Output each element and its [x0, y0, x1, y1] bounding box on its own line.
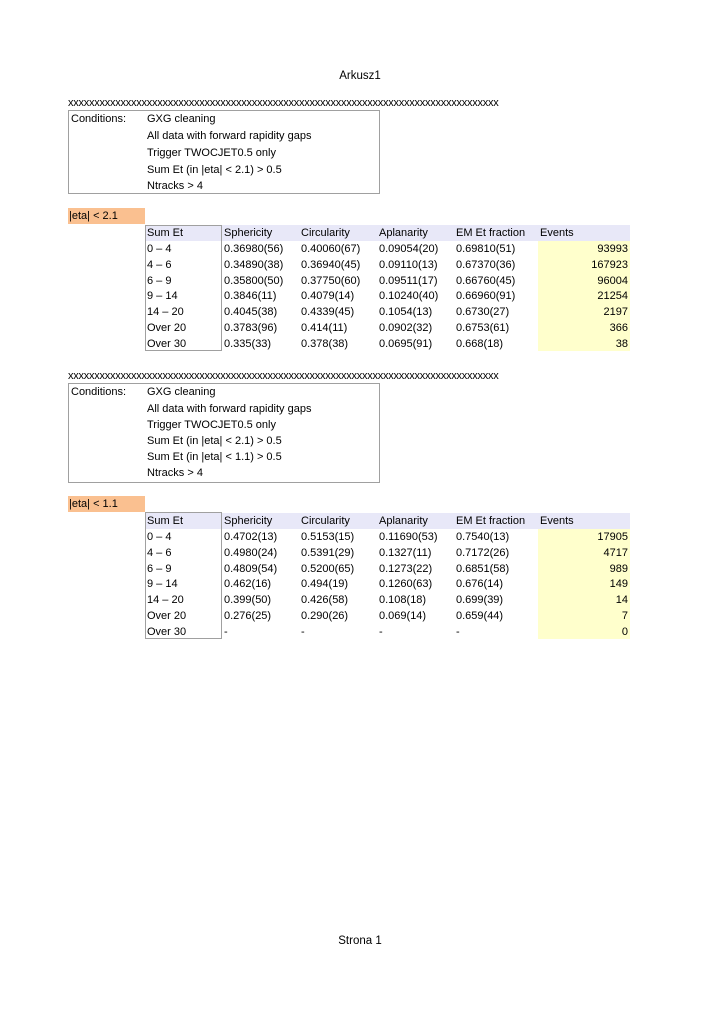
table-cell: 0.09511(17) [379, 274, 438, 287]
page-header: Arkusz1 [339, 70, 381, 82]
table-cell: 0.6730(27) [456, 306, 510, 319]
table-cell: 0.5153(15) [301, 531, 355, 543]
table-cell: 0.335(33) [224, 337, 272, 350]
table-cell: 0.3846(11) [224, 290, 277, 303]
table-cell: - [301, 625, 305, 638]
column-header: Circularity [301, 515, 350, 527]
events-cell: 149 [609, 578, 628, 591]
table-cell: 0.66960(91) [456, 290, 516, 303]
table-cell: 0.1327(11) [379, 546, 432, 559]
events-cell: 989 [609, 562, 628, 575]
condition-line: Trigger TWOCJET0.5 only [147, 147, 276, 159]
table-cell: 0.659(44) [456, 610, 504, 622]
table-cell: 0.069(14) [379, 610, 427, 622]
eta-label-1: |eta| < 2.1 [68, 208, 145, 224]
page-footer: Strona 1 [338, 935, 382, 947]
table-cell: 0.4809(54) [224, 562, 278, 575]
table-cell: 0.1054(13) [379, 306, 433, 319]
condition-line: Trigger TWOCJET0.5 only [147, 419, 276, 431]
column-header: Aplanarity [379, 515, 428, 527]
events-cell: 21254 [597, 290, 628, 303]
table-cell: 0.34890(38) [224, 258, 284, 271]
events-cell: 4717 [603, 546, 628, 559]
events-cell: 167923 [591, 258, 628, 271]
column-header: EM Et fraction [456, 515, 526, 527]
conditions-box-2 [68, 383, 380, 483]
table-cell: 0.11690(53) [379, 531, 438, 543]
table-cell: 0.3783(96) [224, 322, 278, 334]
table-cell: 0.4980(24) [224, 546, 278, 559]
condition-line: Ntracks > 4 [147, 180, 203, 192]
separator-line-2: xxxxxxxxxxxxxxxxxxxxxxxxxxxxxxxxxxxxxxxxxxxxxxxxxxxxxxxxxxxxxxxxxxxxxxxxxxxxxxxxxx [68, 370, 499, 382]
events-cell: 0 [621, 625, 628, 638]
table-cell: 14 – 20 [147, 306, 184, 319]
table-cell: 6 – 9 [147, 562, 172, 575]
eta-label-2: |eta| < 1.1 [68, 496, 145, 512]
events-cell: 14 [615, 594, 628, 607]
table-cell: 0.378(38) [301, 337, 349, 350]
table-cell: Over 20 [147, 610, 187, 622]
table-cell: 0.66760(45) [456, 274, 516, 287]
table-cell: Over 30 [147, 625, 187, 638]
table-cell: 0.4702(13) [224, 531, 278, 543]
table-cell: 0.4045(38) [224, 306, 278, 319]
table-cell: 0.1260(63) [379, 578, 433, 591]
events-cell: 96004 [597, 274, 628, 287]
column-header: Sum Et [147, 227, 184, 239]
table-cell: 0.462(16) [224, 578, 272, 591]
condition-line: Ntracks > 4 [147, 467, 203, 479]
table-cell: 0.0695(91) [379, 337, 433, 350]
table-cell: Over 20 [147, 322, 187, 334]
table-cell: 0.7172(26) [456, 546, 510, 559]
table-cell: 0.09110(13) [379, 258, 438, 271]
table-cell: 0.6851(58) [456, 562, 510, 575]
table-cell: 0 – 4 [147, 243, 172, 255]
table-cell: Over 30 [147, 337, 187, 350]
condition-line: Sum Et (in |eta| < 2.1) > 0.5 [147, 435, 282, 447]
condition-line: All data with forward rapidity gaps [147, 130, 312, 142]
table-cell: 0.399(50) [224, 594, 272, 607]
table-cell: 6 – 9 [147, 274, 172, 287]
table-cell: 9 – 14 [147, 290, 178, 303]
table-cell: 0.09054(20) [379, 243, 439, 255]
table-cell: 0.35800(50) [224, 274, 284, 287]
column-header: Aplanarity [379, 227, 428, 239]
table-cell: 0.5200(65) [301, 562, 355, 575]
condition-line: Sum Et (in |eta| < 2.1) > 0.5 [147, 164, 282, 176]
table-cell: 0.426(58) [301, 594, 349, 607]
table-cell: 0 – 4 [147, 531, 172, 543]
events-cell: 7 [621, 610, 628, 622]
table-cell: 0.676(14) [456, 578, 504, 591]
table-cell: 9 – 14 [147, 578, 178, 591]
conditions-box-1 [68, 110, 380, 194]
table-cell: 0.276(25) [224, 610, 272, 622]
table-cell: 0.1273(22) [379, 562, 433, 575]
events-cell: 2197 [603, 306, 628, 319]
column-header: Events [540, 515, 574, 527]
table-cell: 0.668(18) [456, 337, 504, 350]
events-cell: 366 [609, 322, 628, 334]
table-cell: 0.108(18) [379, 594, 427, 607]
events-cell: 93993 [597, 243, 628, 255]
table-cell: 0.699(39) [456, 594, 504, 607]
table-cell: 0.494(19) [301, 578, 349, 591]
conditions-label-2: Conditions: [71, 386, 127, 398]
table-cell: 0.0902(32) [379, 322, 433, 334]
column-header: Events [540, 227, 574, 239]
table-cell: - [224, 625, 228, 638]
table-cell: 14 – 20 [147, 594, 184, 607]
column-header: EM Et fraction [456, 227, 526, 239]
conditions-label-1: Conditions: [71, 113, 127, 125]
table-cell: 0.6753(61) [456, 322, 510, 334]
table-cell: - [456, 625, 460, 638]
table-cell: 0.4339(45) [301, 306, 355, 319]
table-cell: 0.414(11) [301, 322, 348, 334]
table-cell: 0.290(26) [301, 610, 349, 622]
column-header: Sphericity [224, 515, 273, 527]
table-cell: 0.7540(13) [456, 531, 510, 543]
column-header: Circularity [301, 227, 350, 239]
table-cell: 0.10240(40) [379, 290, 439, 303]
condition-line: GXG cleaning [147, 386, 216, 398]
events-cell: 38 [615, 337, 628, 350]
table-cell: 0.4079(14) [301, 290, 355, 303]
table-cell: 4 – 6 [147, 258, 172, 271]
column-header: Sum Et [147, 515, 184, 527]
table-cell: 0.36940(45) [301, 258, 361, 271]
table-cell: - [379, 625, 383, 638]
column-header: Sphericity [224, 227, 273, 239]
table-cell: 0.40060(67) [301, 243, 361, 255]
condition-line: GXG cleaning [147, 113, 216, 125]
table-cell: 0.5391(29) [301, 546, 355, 559]
condition-line: All data with forward rapidity gaps [147, 403, 312, 415]
condition-line: Sum Et (in |eta| < 1.1) > 0.5 [147, 451, 282, 463]
table-cell: 0.69810(51) [456, 243, 516, 255]
table-cell: 0.37750(60) [301, 274, 361, 287]
table-cell: 4 – 6 [147, 546, 172, 559]
table-cell: 0.67370(36) [456, 258, 516, 271]
separator-line-1: xxxxxxxxxxxxxxxxxxxxxxxxxxxxxxxxxxxxxxxxxxxxxxxxxxxxxxxxxxxxxxxxxxxxxxxxxxxxxxxxxx [68, 97, 499, 109]
table-cell: 0.36980(56) [224, 243, 284, 255]
events-cell: 17905 [597, 531, 628, 543]
